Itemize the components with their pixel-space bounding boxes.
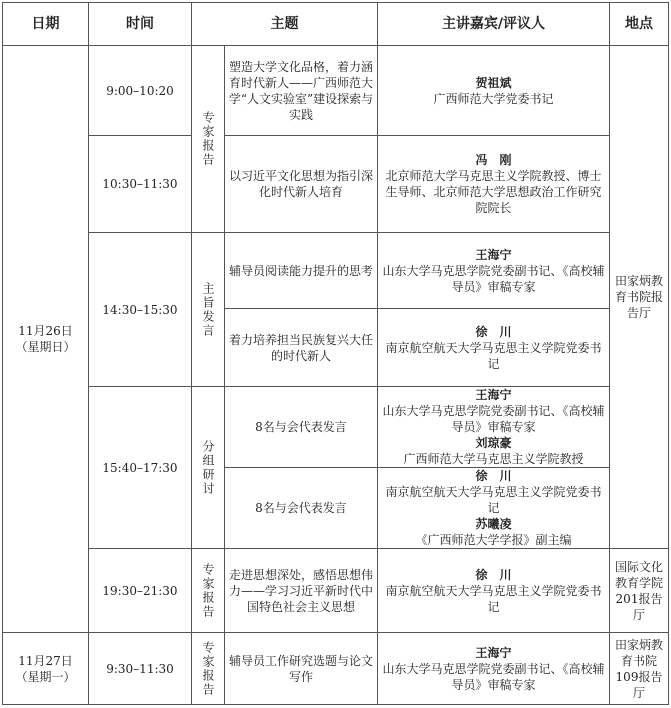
date-cell-nov27 [3, 633, 89, 705]
session-type-cell: 专家报告 [192, 633, 225, 705]
header-date: 日期 [3, 3, 89, 46]
table-row [3, 633, 669, 705]
speaker-title: 山东大学马克思学院党委副书记、《高校辅导员》审稿专家 [382, 404, 605, 434]
time-cell: 15:40–17:30 [89, 387, 192, 549]
speaker-title: 北京师范大学马克思主义学院教授、博士生导师、北京师范大学思想政治工作研究院院长 [385, 169, 602, 215]
weekday-line: （星期日） [15, 340, 76, 354]
speaker-name: 徐 川 [475, 567, 512, 582]
speaker-name: 苏曦凌 [475, 517, 512, 531]
speaker-name: 冯 刚 [475, 153, 512, 167]
speaker-name: 王海宁 [475, 247, 512, 262]
topic-cell: 以习近平文化思想为指引深化时代新人培育 [225, 136, 378, 233]
schedule-table [2, 2, 669, 705]
speaker-cell [378, 387, 610, 468]
speaker-name: 王海宁 [475, 645, 512, 660]
table-row [3, 136, 669, 233]
speaker-title: 南京航空航天大学马克思主义学院党委书记 [385, 340, 602, 371]
speaker-name: 刘琼豪 [475, 436, 512, 450]
topic-cell: 着力培养担当民族复兴大任的时代新人 [225, 309, 378, 387]
speaker-title: 广西师范大学党委书记 [433, 91, 554, 106]
location-cell: 田家炳教育书院报告厅 [610, 46, 669, 549]
session-type-cell: 专家报告 [192, 46, 225, 233]
table-row [3, 387, 669, 468]
speaker-name: 徐 川 [475, 324, 512, 339]
speaker-title: 广西师范大学马克思主义学院教授 [403, 452, 584, 466]
time-cell: 10:30–11:30 [89, 136, 192, 233]
topic-cell: 塑造大学文化品格，着力涵育时代新人——广西师范大学“人文实验室”建设探索与实践 [225, 46, 378, 136]
speaker-cell [378, 136, 610, 233]
session-type-cell: 主旨发言 [192, 233, 225, 387]
speaker-cell [378, 309, 610, 387]
speaker-cell [378, 233, 610, 309]
speaker-cell [378, 46, 610, 136]
location-cell: 田家炳教育书院109报告厅 [610, 633, 669, 705]
speaker-cell [378, 633, 610, 705]
date-line: 11月26日 [18, 324, 73, 338]
session-type-cell: 专家报告 [192, 549, 225, 633]
table-row [3, 233, 669, 309]
speaker-title: 山东大学马克思学院党委副书记、《高校辅导员》审稿专家 [382, 661, 605, 692]
topic-cell: 走进思想深处，感悟思想伟力——学习习近平新时代中国特色社会主义思想 [225, 549, 378, 633]
header-speaker: 主讲嘉宾/评议人 [378, 3, 610, 46]
speaker-cell [378, 549, 610, 633]
header-location: 地点 [610, 3, 669, 46]
time-cell: 9:30–11:30 [89, 633, 192, 705]
speaker-name: 贺祖斌 [475, 75, 512, 90]
header-topic: 主题 [192, 3, 378, 46]
speaker-title: 南京航空航天大学马克思主义学院党委书记 [385, 485, 602, 515]
location-cell: 国际文化教育学院201报告厅 [610, 549, 669, 633]
speaker-cell [378, 468, 610, 549]
speaker-name: 徐 川 [475, 469, 512, 483]
topic-cell: 8名与会代表发言 [225, 387, 378, 468]
table-row [3, 46, 669, 136]
time-cell: 19:30–21:30 [89, 549, 192, 633]
time-cell: 9:00–10:20 [89, 46, 192, 136]
header-time: 时间 [89, 3, 192, 46]
speaker-title: 山东大学马克思学院党委副书记、《高校辅导员》审稿专家 [382, 263, 605, 294]
date-line: 11月27日 [18, 653, 73, 668]
date-cell-nov26 [3, 46, 89, 633]
time-cell: 14:30–15:30 [89, 233, 192, 387]
speaker-name: 王海宁 [475, 388, 512, 402]
header-row [3, 3, 669, 46]
weekday-line: （星期一） [15, 669, 76, 684]
speaker-title: 南京航空航天大学马克思主义学院党委书记 [385, 583, 602, 614]
session-type-cell: 分组研讨 [192, 387, 225, 549]
speaker-title: 《广西师范大学学报》副主编 [415, 533, 572, 547]
topic-cell: 辅导员工作研究选题与论文写作 [225, 633, 378, 705]
topic-cell: 8名与会代表发言 [225, 468, 378, 549]
table-row [3, 549, 669, 633]
topic-cell: 辅导员阅读能力提升的思考 [225, 233, 378, 309]
